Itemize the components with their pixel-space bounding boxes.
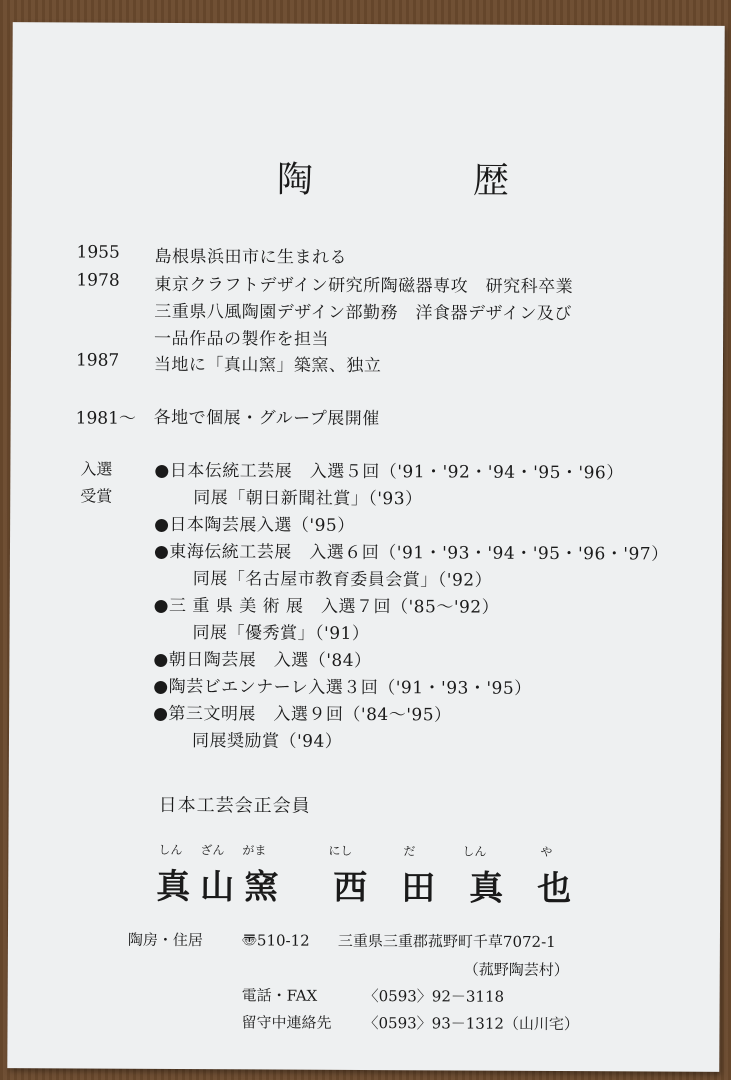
history-year: 1987 [75, 350, 120, 371]
award-item: 同展奨励賞（'94） [191, 731, 343, 752]
tel-number: 〈0593〉92－3118 [363, 986, 505, 1006]
name-ruby: や [540, 844, 553, 859]
membership: 日本工芸会正会員 [158, 794, 311, 817]
award-item: 同展「朝日新聞社賞」（'93） [193, 488, 423, 510]
award-item: ●第三文明展 入選９回（'84～'95） [153, 703, 452, 726]
profile-card [7, 22, 724, 1072]
awards-label: 入選 [80, 459, 113, 479]
award-item: ●陶芸ビエンナーレ入選３回（'91・'93・'95） [153, 676, 532, 699]
award-item: 同展「優秀賞」（'91） [192, 623, 370, 645]
postal-code: 〠510-12 [241, 931, 310, 950]
kiln-ruby: しん [158, 842, 183, 858]
history-year: 1981～ [75, 408, 136, 429]
history-text: 島根県浜田市に生まれる [154, 246, 348, 268]
name-ruby: にし [328, 843, 353, 858]
away-label: 留守中連絡先 [241, 1013, 332, 1032]
awards-label: 受賞 [80, 486, 113, 506]
name-ruby: だ [403, 844, 416, 859]
tel-label: 電話・FAX [241, 986, 318, 1005]
card-title: 陶 歴 [276, 159, 572, 203]
award-item: ●朝日陶芸展 入選（'84） [153, 649, 372, 672]
address-village: （菰野陶芸村） [463, 960, 569, 980]
name-ruby: しん [462, 844, 487, 859]
history-text: 三重県八風陶園デザイン部勤務 洋食器デザイン及び [154, 301, 572, 325]
kiln-ruby: がま [242, 843, 267, 858]
history-text: 各地で個展・グループ展開催 [153, 407, 380, 430]
award-item: ●日本陶芸展入選（'95） [154, 514, 355, 536]
history-text: 東京クラフトデザイン研究所陶磁器専攻 研究科卒業 [154, 274, 574, 298]
award-item: ●日本伝統工芸展 入選５回（'91・'92・'94・'95・'96） [154, 460, 624, 484]
kiln-ruby: ざん [200, 843, 225, 858]
person-name: 西田真也 [333, 867, 606, 910]
address: 三重県三重郡菰野町千草7072-1 [337, 931, 556, 951]
history-year: 1978 [76, 270, 120, 291]
award-item: ●東海伝統工芸展 入選６回（'91・'93・'94・'95・'96・'97） [153, 541, 669, 565]
award-item: ●三 重 県 美 術 展 入選７回（'85～'92） [153, 595, 500, 618]
award-item: 同展「名古屋市教育委員会賞」（'92） [192, 569, 493, 591]
history-text: 一品作品の製作を担当 [154, 328, 330, 350]
kiln-name: 真山窯 [156, 866, 289, 908]
away-number: 〈0593〉93－1312（山川宅） [363, 1013, 579, 1034]
history-text: 当地に「真山窯」築窯、独立 [153, 354, 382, 377]
contact-label: 陶房・住居 [127, 930, 204, 950]
history-year: 1955 [76, 242, 120, 263]
